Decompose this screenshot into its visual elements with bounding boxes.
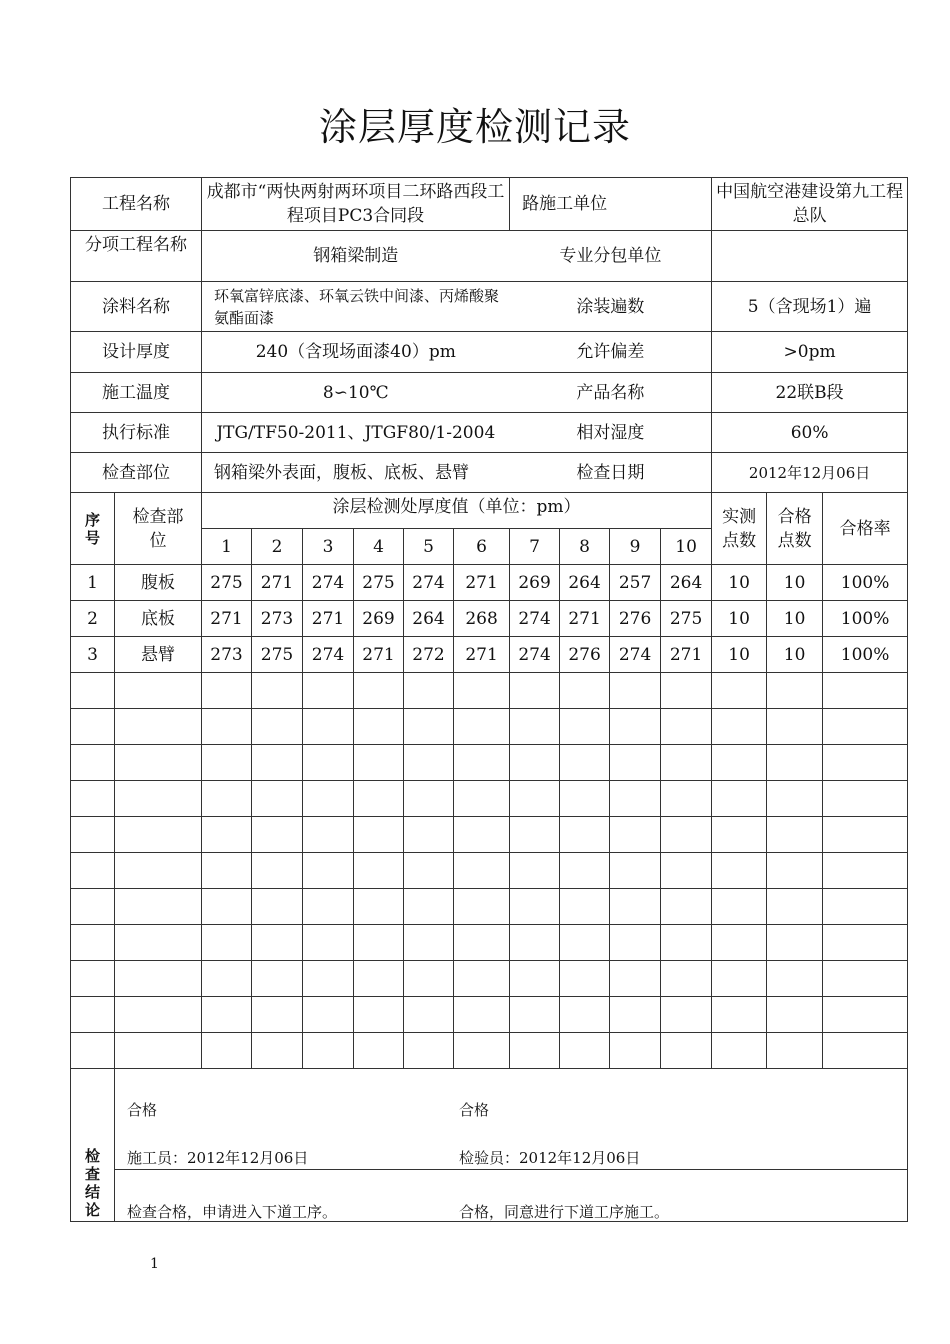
point-header: 1	[202, 529, 252, 565]
point-header: 9	[610, 529, 661, 565]
empty-row	[71, 997, 908, 1033]
row-value: 276	[560, 637, 610, 673]
row-project	[71, 178, 908, 231]
thickness-header: 涂层检测处厚度值（单位：pm）	[202, 493, 712, 529]
constructor-signature-line: 施工员：2012年12月06日	[127, 1149, 309, 1167]
temperature-label: 施工温度	[71, 373, 202, 413]
point-header: 6	[454, 529, 510, 565]
row-value: 269	[354, 601, 404, 637]
row-value: 268	[454, 601, 510, 637]
row-inspection	[71, 453, 908, 493]
inspection-part-label: 检查部位	[71, 453, 202, 493]
allowed-deviation-value: >0pm	[712, 332, 908, 373]
row-coating-name	[71, 282, 908, 332]
pass-rate-header: 合格率	[823, 493, 908, 565]
design-thickness-value: 240（含现场面漆40）pm	[202, 332, 510, 373]
row-value: 264	[661, 565, 712, 601]
row-design-thickness	[71, 332, 908, 373]
row-measured: 10	[712, 565, 767, 601]
standard-value: JTG/TF50-2011、JTGF80/1-2004	[202, 413, 510, 453]
conclusion-row	[71, 1069, 908, 1222]
row-value: 275	[252, 637, 303, 673]
subproject-label: 分项工程名称	[71, 231, 202, 282]
point-header: 8	[560, 529, 610, 565]
empty-row	[71, 817, 908, 853]
passed-points-header: 合格点数	[767, 493, 823, 565]
subcontract-unit-label: 专业分包单位	[510, 231, 712, 282]
empty-row	[71, 673, 908, 709]
page-title: 涂层厚度检测记录	[318, 105, 631, 149]
row-value: 276	[610, 601, 661, 637]
row-value: 274	[510, 601, 560, 637]
humidity-label: 相对湿度	[510, 413, 712, 453]
point-header: 4	[354, 529, 404, 565]
humidity-value: 60%	[712, 413, 908, 453]
empty-row	[71, 781, 908, 817]
row-rate: 100%	[823, 565, 908, 601]
row-value: 271	[661, 637, 712, 673]
project-name-label: 工程名称	[71, 178, 202, 231]
row-part: 悬臂	[115, 637, 202, 673]
constructor-result: 合格	[127, 1101, 158, 1119]
row-value: 271	[303, 601, 354, 637]
row-value: 275	[354, 565, 404, 601]
row-seq: 3	[71, 637, 115, 673]
part-header: 检查部位	[115, 493, 202, 565]
row-value: 271	[354, 637, 404, 673]
row-seq: 2	[71, 601, 115, 637]
empty-row	[71, 745, 908, 781]
row-part: 底板	[115, 601, 202, 637]
temperature-value: 8∽10℃	[202, 373, 510, 413]
row-value: 271	[252, 565, 303, 601]
row-value: 275	[661, 601, 712, 637]
table-row	[71, 637, 908, 673]
empty-row	[71, 925, 908, 961]
row-value: 264	[560, 565, 610, 601]
empty-row	[71, 1033, 908, 1069]
coating-passes-value: 5（含现场1）遍	[712, 282, 908, 332]
coating-name-value: 环氧富锌底漆、环氧云铁中间漆、丙烯酸聚氨酯面漆	[202, 282, 510, 332]
design-thickness-label: 设计厚度	[71, 332, 202, 373]
row-part: 腹板	[115, 565, 202, 601]
row-value: 274	[610, 637, 661, 673]
inspector-note: 合格，同意进行下道工序施工。	[459, 1203, 670, 1221]
empty-row	[71, 889, 908, 925]
row-value: 273	[252, 601, 303, 637]
inspection-part-value: 钢箱梁外表面，腹板、底板、悬臂	[202, 453, 510, 493]
point-header: 10	[661, 529, 712, 565]
page-number: 1	[150, 1256, 159, 1272]
coating-passes-label: 涂装遍数	[510, 282, 712, 332]
inspector-signature-line: 检验员：2012年12月06日	[459, 1149, 641, 1167]
construction-unit-label: 路施工单位	[510, 178, 712, 231]
inspector-result: 合格	[459, 1101, 490, 1119]
seq-header: 序号	[71, 493, 115, 565]
conclusion-label: 检查结论	[71, 1069, 115, 1222]
table-row	[71, 565, 908, 601]
row-value: 272	[404, 637, 454, 673]
row-value: 271	[560, 601, 610, 637]
row-temperature	[71, 373, 908, 413]
measured-points-header: 实测点数	[712, 493, 767, 565]
row-subproject	[71, 231, 908, 282]
row-passed: 10	[767, 601, 823, 637]
product-name-value: 22联B段	[712, 373, 908, 413]
subproject-value: 钢箱梁制造	[202, 231, 510, 282]
row-value: 274	[303, 565, 354, 601]
row-value: 274	[303, 637, 354, 673]
conclusion-body	[115, 1069, 908, 1222]
row-value: 264	[404, 601, 454, 637]
row-standard	[71, 413, 908, 453]
empty-row	[71, 961, 908, 997]
row-passed: 10	[767, 565, 823, 601]
conclusion-divider	[115, 1169, 907, 1170]
point-header: 2	[252, 529, 303, 565]
inspection-date-label: 检查日期	[510, 453, 712, 493]
point-header: 5	[404, 529, 454, 565]
row-value: 269	[510, 565, 560, 601]
row-measured: 10	[712, 601, 767, 637]
point-header: 3	[303, 529, 354, 565]
standard-label: 执行标准	[71, 413, 202, 453]
row-measured: 10	[712, 637, 767, 673]
row-value: 257	[610, 565, 661, 601]
measure-header-row-1	[71, 493, 908, 529]
product-name-label: 产品名称	[510, 373, 712, 413]
empty-row	[71, 853, 908, 889]
row-value: 271	[202, 601, 252, 637]
point-header: 7	[510, 529, 560, 565]
empty-row	[71, 709, 908, 745]
row-value: 274	[510, 637, 560, 673]
row-rate: 100%	[823, 601, 908, 637]
row-value: 273	[202, 637, 252, 673]
project-name-value: 成都市“两快两射两环项目二环路西段工程项目PC3合同段	[202, 178, 510, 231]
row-value: 275	[202, 565, 252, 601]
row-value: 271	[454, 637, 510, 673]
coating-name-label: 涂料名称	[71, 282, 202, 332]
coating-thickness-record-table	[70, 177, 908, 1222]
row-passed: 10	[767, 637, 823, 673]
subcontract-unit-value	[712, 231, 908, 282]
constructor-note: 检查合格，申请进入下道工序。	[127, 1203, 338, 1221]
construction-unit-value: 中国航空港建设第九工程总队	[712, 178, 908, 231]
table-row	[71, 601, 908, 637]
row-seq: 1	[71, 565, 115, 601]
row-rate: 100%	[823, 637, 908, 673]
row-value: 271	[454, 565, 510, 601]
inspection-date-value: 2012年12月06日	[712, 453, 908, 493]
allowed-deviation-label: 允许偏差	[510, 332, 712, 373]
row-value: 274	[404, 565, 454, 601]
